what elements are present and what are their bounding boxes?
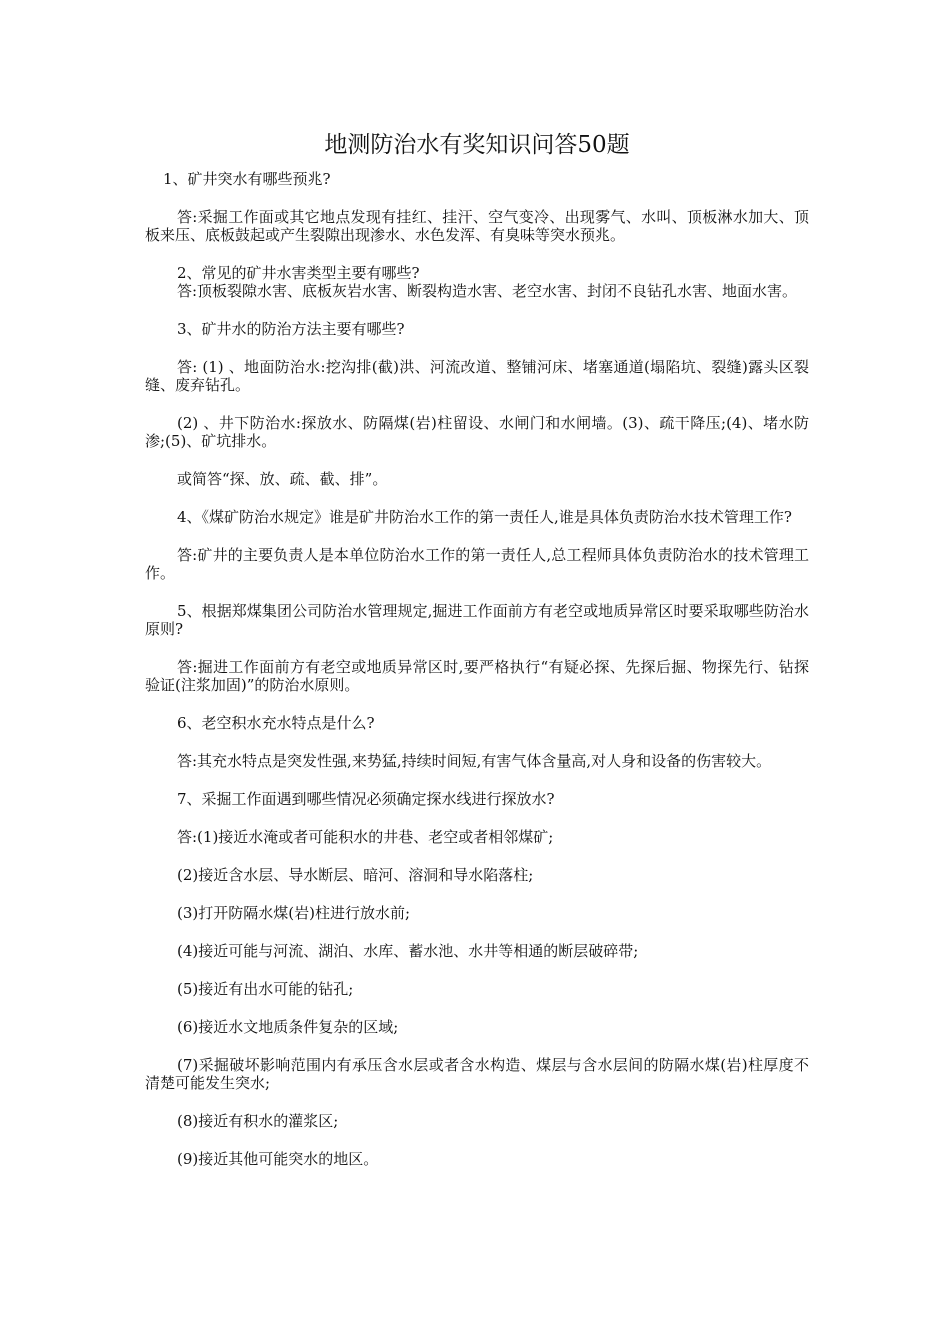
answer-7-item-7: (7)采掘破坏影响范围内有承压含水层或者含水构造、煤层与含水层间的防隔水煤(岩)柱厚度不清楚可能发生突水; bbox=[145, 1056, 809, 1092]
answer-6: 答:其充水特点是突发性强,来势猛,持续时间短,有害气体含量高,对人身和设备的伤害较大。 bbox=[177, 752, 772, 770]
answer-2: 答:顶板裂隙水害、底板灰岩水害、断裂构造水害、老空水害、封闭不良钻孔水害、地面水害。 bbox=[177, 282, 798, 300]
answer-7-item-3: (3)打开防隔水煤(岩)柱进行放水前; bbox=[177, 904, 411, 922]
answer-7-item-1: 答:(1)接近水淹或者可能积水的井巷、老空或者相邻煤矿; bbox=[177, 828, 554, 846]
question-6: 6、老空积水充水特点是什么? bbox=[177, 714, 375, 732]
question-5: 5、根据郑煤集团公司防治水管理规定,掘进工作面前方有老空或地质异常区时要采取哪些防治水原则? bbox=[145, 602, 809, 638]
answer-1: 答:采掘工作面或其它地点发现有挂红、挂汗、空气变冷、出现雾气、水叫、顶板淋水加大、顶板来压、底板鼓起或产生裂隙出现渗水、水色发浑、有臭味等突水预兆。 bbox=[145, 208, 809, 244]
question-2: 2、常见的矿井水害类型主要有哪些? bbox=[177, 264, 420, 282]
answer-7-item-6: (6)接近水文地质条件复杂的区域; bbox=[177, 1018, 399, 1036]
answer-3-part-1: 答: (1) 、地面防治水:挖沟排(截)洪、河流改道、整铺河床、堵塞通道(塌陷坑、裂缝)露头区裂缝、废弃钻孔。 bbox=[145, 358, 809, 394]
answer-3-summary: 或简答“探、放、疏、截、排”。 bbox=[177, 470, 388, 488]
question-7: 7、采掘工作面遇到哪些情况必须确定探水线进行探放水? bbox=[177, 790, 555, 808]
question-1: 1、矿井突水有哪些预兆? bbox=[163, 170, 331, 188]
answer-7-item-8: (8)接近有积水的灌浆区; bbox=[177, 1112, 339, 1130]
document-title: 地测防治水有奖知识问答50题 bbox=[324, 132, 630, 158]
question-4: 4、《煤矿防治水规定》谁是矿井防治水工作的第一责任人,谁是具体负责防治水技术管理工作? bbox=[177, 508, 792, 526]
question-3: 3、矿井水的防治方法主要有哪些? bbox=[177, 320, 405, 338]
answer-4: 答:矿井的主要负责人是本单位防治水工作的第一责任人,总工程师具体负责防治水的技术管理工作。 bbox=[145, 546, 809, 582]
answer-3-part-2: (2) 、井下防治水:探放水、防隔煤(岩)柱留设、水闸门和水闸墙。(3)、疏干降压;(4)、堵水防渗;(5)、矿坑排水。 bbox=[145, 414, 809, 450]
document-page bbox=[145, 130, 809, 1168]
answer-7-item-4: (4)接近可能与河流、湖泊、水库、蓄水池、水井等相通的断层破碎带; bbox=[177, 942, 639, 960]
answer-5: 答:掘进工作面前方有老空或地质异常区时,要严格执行“有疑必探、先探后掘、物探先行、钻探验证(注浆加固)”的防治水原则。 bbox=[145, 658, 809, 694]
answer-7-item-2: (2)接近含水层、导水断层、暗河、溶洞和导水陷落柱; bbox=[177, 866, 534, 884]
answer-7-item-5: (5)接近有出水可能的钻孔; bbox=[177, 980, 354, 998]
answer-7-item-9: (9)接近其他可能突水的地区。 bbox=[177, 1150, 379, 1168]
